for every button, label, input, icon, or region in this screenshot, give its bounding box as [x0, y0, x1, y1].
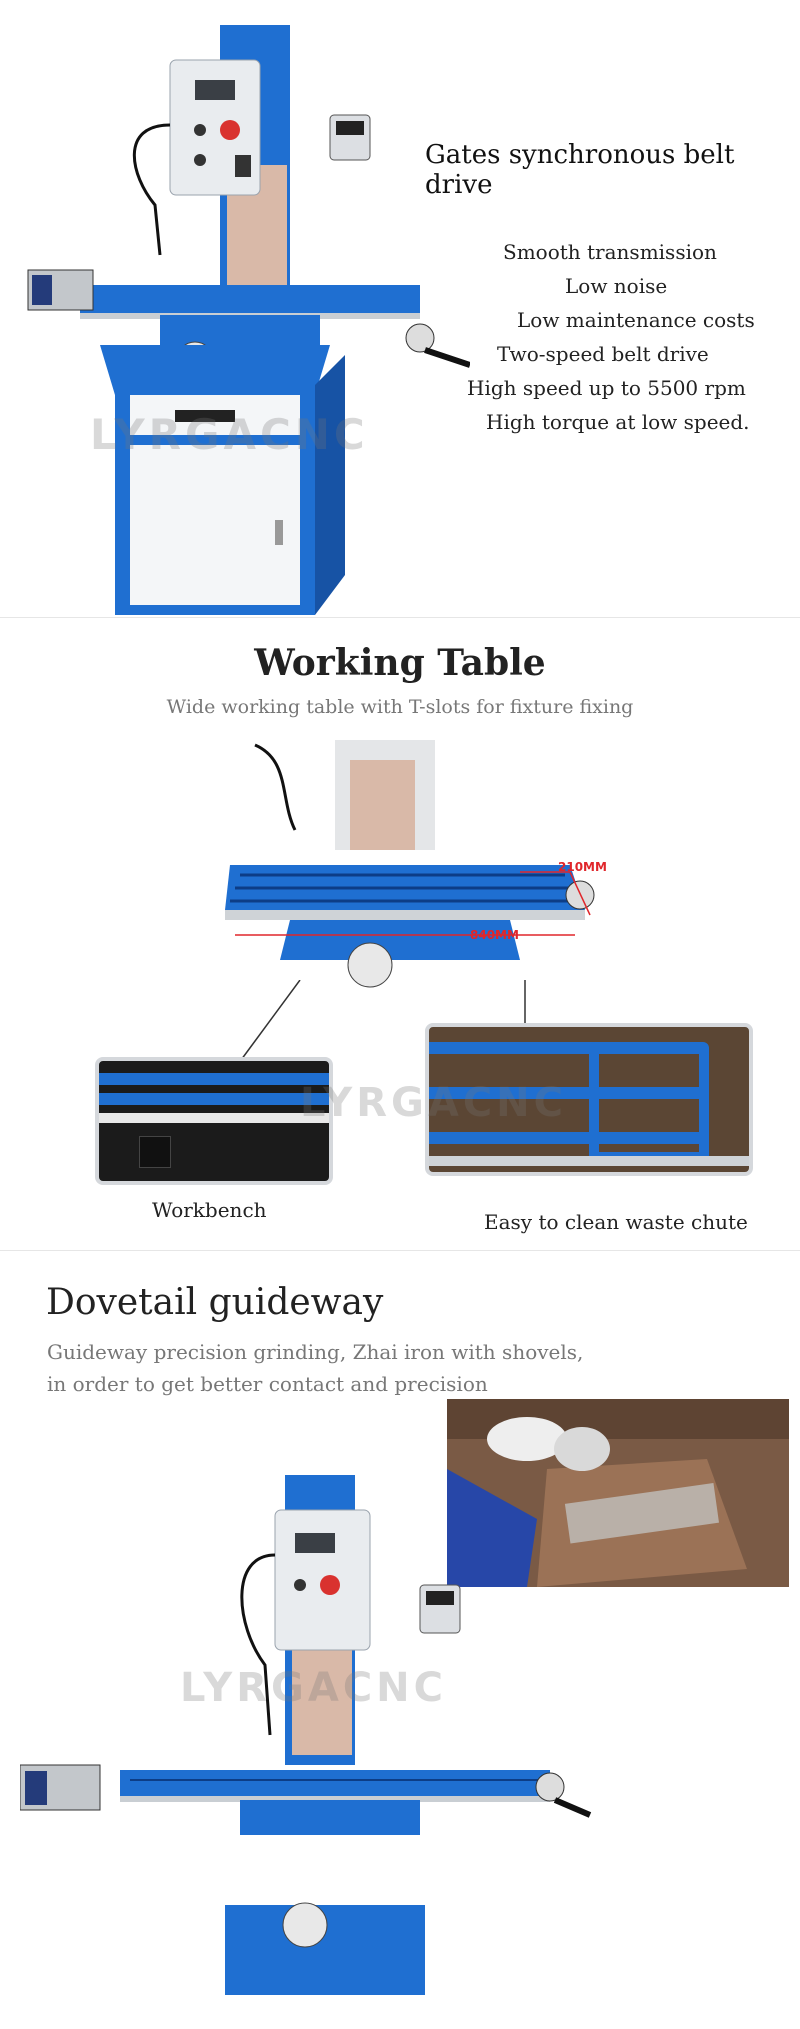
section-description-line-2: in order to get better contact and precision [47, 1372, 488, 1396]
callout-waste-chute-label: Easy to clean waste chute [484, 1210, 748, 1234]
watermark: LYRGACNC [180, 1665, 447, 1711]
callout-workbench-label: Workbench [152, 1198, 267, 1222]
section-title: Working Table [254, 642, 546, 684]
watermark: LYRGACNC [300, 1080, 567, 1126]
section-belt-drive [0, 0, 800, 610]
dim-label-length: 840MM [470, 928, 519, 942]
milling-machine-image-1 [20, 15, 470, 625]
feature-item: Smooth transmission [503, 240, 717, 264]
dim-label-width: 210MM [558, 860, 607, 874]
feature-item: Two-speed belt drive [497, 342, 709, 366]
section-divider [0, 617, 800, 618]
working-table-image [220, 740, 600, 990]
callout-workbench-image [95, 1057, 333, 1185]
milling-machine-image-2 [20, 1475, 600, 2025]
section-subtitle: Wide working table with T-slots for fixture fixing [166, 696, 634, 718]
section-description-line-1: Guideway precision grinding, Zhai iron with shovels, [47, 1340, 584, 1364]
section-working-table [0, 620, 800, 1240]
feature-item: High speed up to 5500 rpm [467, 376, 746, 400]
feature-item: High torque at low speed. [486, 410, 750, 434]
watermark: LYRGACNC [90, 410, 369, 459]
feature-item: Low maintenance costs [517, 308, 755, 332]
section-dovetail-guideway [0, 1260, 800, 2029]
section-title: Dovetail guideway [46, 1282, 384, 1323]
feature-item: Low noise [565, 274, 668, 298]
section-heading: Gates synchronous belt drive [425, 140, 735, 200]
section-divider [0, 1250, 800, 1251]
